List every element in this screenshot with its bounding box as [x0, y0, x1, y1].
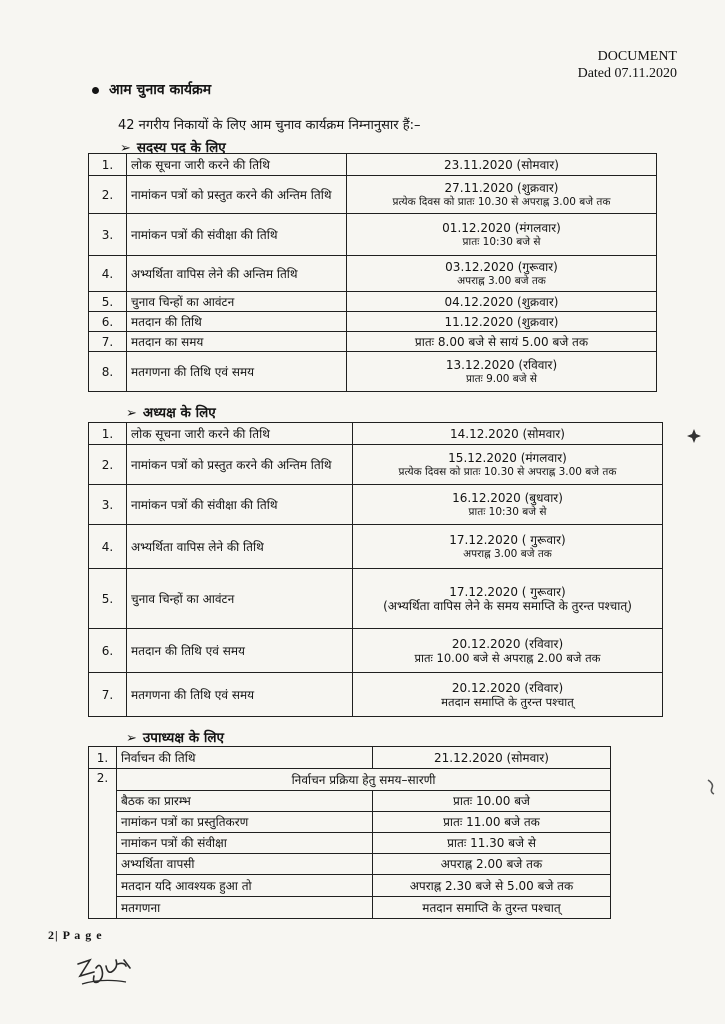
- row-number: 6.: [89, 312, 127, 332]
- row-label: मतगणना की तिथि एवं समय: [127, 673, 353, 717]
- row-number: 2.: [89, 176, 127, 214]
- table-row: [89, 154, 657, 176]
- row-label: नामांकन पत्रों की संवीक्षा की तिथि: [127, 485, 353, 525]
- row-value-main: 16.12.2020 (बुधवार): [452, 490, 563, 505]
- row-label: मतदान का समय: [127, 332, 347, 352]
- row-value: 04.12.2020 (शुक्रवार): [347, 292, 657, 312]
- row-number: 1.: [89, 747, 117, 769]
- table-row: [89, 332, 657, 352]
- main-title-text: आम चुनाव कार्यक्रम: [109, 82, 212, 98]
- table-row: [89, 629, 663, 673]
- table-row: [89, 854, 611, 875]
- section-heading-president: [126, 403, 216, 421]
- row-value: [353, 525, 663, 569]
- row-value: [353, 569, 663, 629]
- table-row: [89, 352, 657, 392]
- row-value-main: 13.12.2020 (रविवार): [445, 357, 558, 372]
- section-heading-text: सदस्य पद के लिए: [136, 140, 226, 156]
- row-value: [353, 485, 663, 525]
- table-row: [89, 897, 611, 919]
- row-value: प्रातः 8.00 बजे से सायं 5.00 बजे तक: [347, 332, 657, 352]
- table-row: [89, 769, 611, 791]
- section-heading-vice-president: [126, 728, 224, 746]
- row-value: [353, 673, 663, 717]
- page-footer: [48, 928, 103, 943]
- schedule-value: अपराह्न 2.30 बजे से 5.00 बजे तक: [373, 875, 611, 897]
- row-value: [347, 256, 657, 292]
- row-value-sub: प्रत्येक दिवस को प्रातः 10.30 से अपराह्न 3.00 बजे तक: [398, 465, 617, 478]
- row-number: 7.: [89, 332, 127, 352]
- row-label: नामांकन पत्रों की संवीक्षा की तिथि: [127, 214, 347, 256]
- row-number: 4.: [89, 525, 127, 569]
- row-value-main: 17.12.2020 ( गुरूवार): [449, 584, 566, 599]
- row-label: निर्वाचन की तिथि: [117, 747, 373, 769]
- members-schedule-table: [88, 153, 657, 392]
- row-value: [347, 352, 657, 392]
- schedule-label: नामांकन पत्रों की संवीक्षा: [117, 833, 373, 854]
- ink-speck-icon: [686, 428, 702, 444]
- schedule-value: प्रातः 11.30 बजे से: [373, 833, 611, 854]
- row-number: 3.: [89, 214, 127, 256]
- row-value-sub: (अभ्यर्थिता वापिस लेने के समय समाप्ति के तुरन्त पश्चात्): [383, 598, 632, 613]
- row-value: 21.12.2020 (सोमवार): [373, 747, 611, 769]
- row-label: अभ्यर्थिता वापिस लेने की तिथि: [127, 525, 353, 569]
- president-schedule-table: [88, 422, 663, 717]
- table-row: [89, 214, 657, 256]
- row-number: 5.: [89, 292, 127, 312]
- section-heading-text: उपाध्यक्ष के लिए: [142, 730, 224, 746]
- document-header: [578, 48, 677, 82]
- document-label: DOCUMENT: [597, 49, 677, 64]
- page-number: 2: [48, 928, 55, 942]
- row-number: 5.: [89, 569, 127, 629]
- schedule-label: मतदान यदि आवश्यक हुआ तो: [117, 875, 373, 897]
- table-row: [89, 292, 657, 312]
- row-number: 1.: [89, 154, 127, 176]
- schedule-label: बैठक का प्रारम्भ: [117, 791, 373, 812]
- page-label: | P a g e: [55, 928, 103, 942]
- row-value-main: 01.12.2020 (मंगलवार): [442, 220, 561, 235]
- arrow-bullet-icon: ➢: [120, 141, 131, 156]
- row-label: नामांकन पत्रों को प्रस्तुत करने की अन्तिम तिथि: [127, 176, 347, 214]
- row-value-sub: प्रातः 10:30 बजे से: [468, 505, 547, 518]
- row-label: लोक सूचना जारी करने की तिथि: [127, 423, 353, 445]
- row-value-sub: मतदान समाप्ति के तुरन्त पश्चात्: [441, 694, 574, 709]
- row-value-main: 15.12.2020 (मंगलवार): [448, 450, 567, 465]
- table-row: [89, 525, 663, 569]
- row-number: 1.: [89, 423, 127, 445]
- vice-president-schedule-table: [88, 746, 611, 919]
- row-value-main: 03.12.2020 (गुरूवार): [445, 259, 558, 274]
- row-number: 6.: [89, 629, 127, 673]
- row-value-main: 27.11.2020 (शुक्रवार): [444, 180, 559, 195]
- table-row: [89, 875, 611, 897]
- row-value-sub: प्रत्येक दिवस को प्रातः 10.30 से अपराह्न 3.00 बजे तक: [392, 195, 611, 208]
- row-value: 11.12.2020 (शुक्रवार): [347, 312, 657, 332]
- row-value-main: 20.12.2020 (रविवार): [451, 636, 564, 651]
- schedule-label: अभ्यर्थिता वापसी: [117, 854, 373, 875]
- table-row: [89, 791, 611, 812]
- row-value-main: 17.12.2020 ( गुरूवार): [449, 532, 566, 547]
- section-heading-text: अध्यक्ष के लिए: [142, 405, 216, 421]
- row-label: लोक सूचना जारी करने की तिथि: [127, 154, 347, 176]
- row-value: [347, 214, 657, 256]
- row-number: 8.: [89, 352, 127, 392]
- ink-mark-icon: [706, 778, 716, 796]
- table-row: [89, 312, 657, 332]
- signature-icon: [74, 950, 144, 990]
- schedule-heading: निर्वाचन प्रक्रिया हेतु समय–सारणी: [117, 769, 611, 791]
- row-label: चुनाव चिन्हों का आवंटन: [127, 292, 347, 312]
- row-value-sub: अपराह्न 3.00 बजे तक: [457, 274, 546, 287]
- schedule-value: मतदान समाप्ति के तुरन्त पश्चात्: [373, 897, 611, 919]
- row-value: 14.12.2020 (सोमवार): [353, 423, 663, 445]
- document-date: Dated 07.11.2020: [577, 66, 677, 81]
- schedule-label: नामांकन पत्रों का प्रस्तुतिकरण: [117, 812, 373, 833]
- row-number: 4.: [89, 256, 127, 292]
- row-value: 23.11.2020 (सोमवार): [347, 154, 657, 176]
- table-row: [89, 445, 663, 485]
- row-value: [353, 445, 663, 485]
- arrow-bullet-icon: ➢: [126, 731, 137, 746]
- schedule-value: अपराह्न 2.00 बजे तक: [373, 854, 611, 875]
- intro-text: 42 नगरीय निकायों के लिए आम चुनाव कार्यक्रम निम्नानुसार हैं:–: [118, 118, 421, 133]
- table-row: [89, 485, 663, 525]
- row-label: अभ्यर्थिता वापिस लेने की अन्तिम तिथि: [127, 256, 347, 292]
- row-value: [353, 629, 663, 673]
- row-value-main: 20.12.2020 (रविवार): [451, 680, 564, 695]
- table-row: [89, 423, 663, 445]
- table-row: [89, 833, 611, 854]
- row-label: मतदान की तिथि: [127, 312, 347, 332]
- schedule-label: मतगणना: [117, 897, 373, 919]
- main-title: [92, 80, 211, 99]
- row-label: चुनाव चिन्हों का आवंटन: [127, 569, 353, 629]
- table-row: [89, 673, 663, 717]
- row-number: 3.: [89, 485, 127, 525]
- table-row: [89, 256, 657, 292]
- row-number: 2.: [89, 445, 127, 485]
- row-label: नामांकन पत्रों को प्रस्तुत करने की अन्तिम तिथि: [127, 445, 353, 485]
- table-row: [89, 176, 657, 214]
- row-value-sub: प्रातः 10:30 बजे से: [462, 235, 541, 248]
- row-value-sub: प्रातः 9.00 बजे से: [465, 372, 538, 385]
- table-row: [89, 747, 611, 769]
- arrow-bullet-icon: ➢: [126, 406, 137, 421]
- table-row: [89, 812, 611, 833]
- table-row: [89, 569, 663, 629]
- row-number: 2.: [89, 769, 117, 919]
- row-value-sub: अपराह्न 3.00 बजे तक: [463, 547, 552, 560]
- row-value-sub: प्रातः 10.00 बजे से अपराह्न 2.00 बजे तक: [414, 650, 601, 665]
- schedule-value: प्रातः 11.00 बजे तक: [373, 812, 611, 833]
- row-label: मतदान की तिथि एवं समय: [127, 629, 353, 673]
- row-number: 7.: [89, 673, 127, 717]
- row-label: मतगणना की तिथि एवं समय: [127, 352, 347, 392]
- row-value: [347, 176, 657, 214]
- bullet-dot-icon: [92, 87, 99, 94]
- schedule-value: प्रातः 10.00 बजे: [373, 791, 611, 812]
